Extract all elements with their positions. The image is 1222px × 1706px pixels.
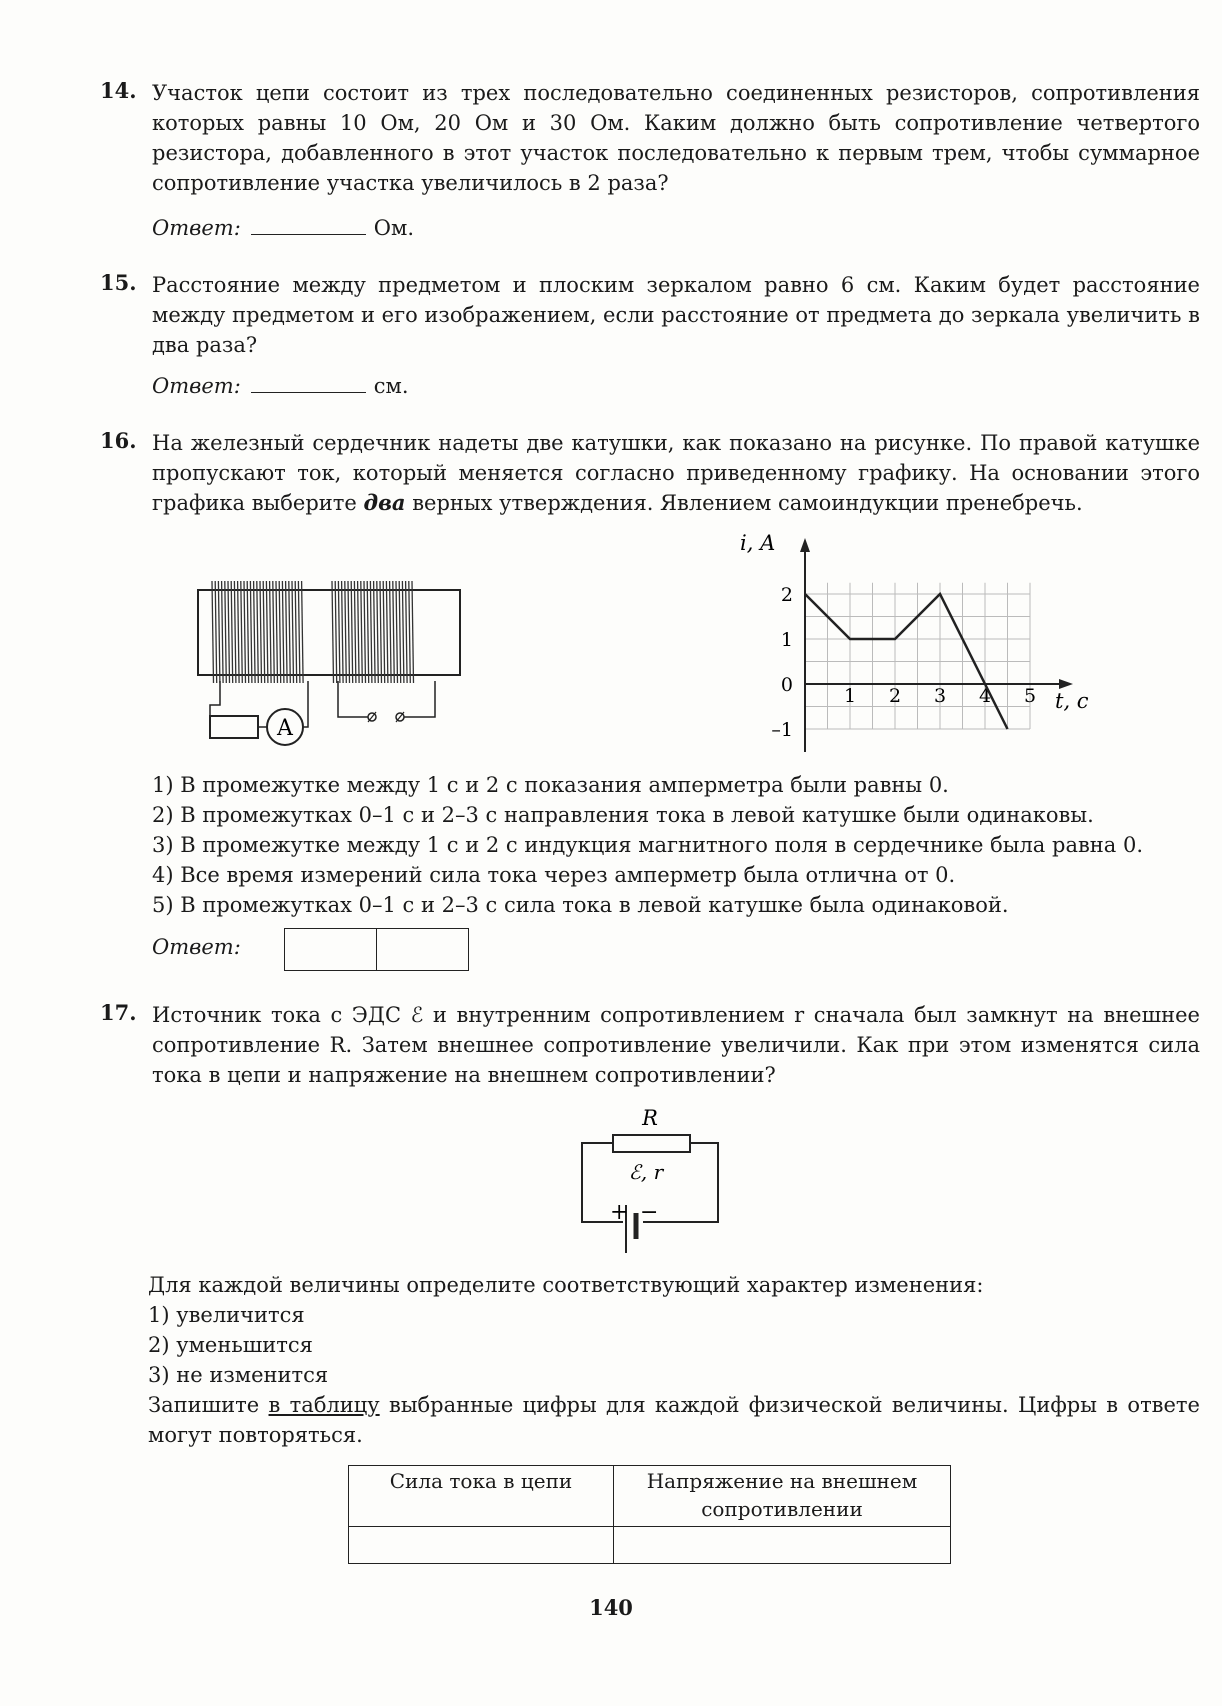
coil-turn xyxy=(332,581,334,683)
coil-turn xyxy=(247,581,249,683)
coil-turn xyxy=(351,581,353,683)
question-15 xyxy=(100,270,1200,360)
right-coil-wire xyxy=(338,681,368,717)
coil-turn xyxy=(377,581,379,683)
coil-turn xyxy=(260,581,262,683)
coil-turn xyxy=(263,581,265,683)
minus-sign: − xyxy=(640,1200,659,1225)
answer-label: Ответ: xyxy=(152,374,241,398)
coil-turn xyxy=(335,581,337,683)
x-tick-label: 3 xyxy=(933,685,947,707)
option: 3) В промежутке между 1 с и 2 с индукция магнитного поля в сердечнике была равна 0. xyxy=(152,833,1144,857)
answer-box[interactable] xyxy=(284,928,377,971)
question-number: 17. xyxy=(100,1000,137,1025)
coil-turn xyxy=(282,581,284,683)
answer-14 xyxy=(152,216,414,240)
text-part: На железный сердечник надеты две катушки, как показано на рисунке. По правой катушке пропускают ток, который меняется согласно приведенному графику. На основании этого графика выберите xyxy=(152,431,1200,515)
choice: 3) не изменится xyxy=(148,1363,329,1387)
coil-turn xyxy=(286,581,288,683)
coil-turn xyxy=(292,581,294,683)
coil-turn xyxy=(266,581,268,683)
coil-turn xyxy=(409,581,411,683)
instruction: Для каждой величины определите соответствующий характер изменения: xyxy=(148,1273,984,1297)
coil-turn xyxy=(257,581,259,683)
question-16 xyxy=(100,428,1200,518)
y-tick-label: –1 xyxy=(771,719,793,741)
x-tick-label: 1 xyxy=(843,685,857,707)
coil-turn xyxy=(218,581,220,683)
coil-turn xyxy=(386,581,388,683)
question-number: 15. xyxy=(100,270,137,295)
answer-boxes xyxy=(284,928,469,971)
ammeter-label: A xyxy=(277,716,293,741)
option: 2) В промежутках 0–1 с и 2–3 с направления тока в левой катушке были одинаковы. xyxy=(152,803,1094,827)
coil-turn xyxy=(399,581,401,683)
x-tick-label: 2 xyxy=(888,685,902,707)
choice: 2) уменьшится xyxy=(148,1333,313,1357)
text-part: выбранные цифры для каждой физической величины. Цифры в ответе могут повторяться. xyxy=(148,1393,1200,1447)
coil-turn xyxy=(374,581,376,683)
right-coil-wire xyxy=(404,681,435,717)
y-tick-label: 0 xyxy=(780,674,793,696)
left-coil xyxy=(212,581,303,683)
answer-16 xyxy=(152,935,241,959)
options-list xyxy=(152,770,1143,920)
option: 4) Все время измерений сила тока через амперметр была отлична от 0. xyxy=(152,863,956,887)
x-axis-label: t, c xyxy=(1055,689,1089,713)
coil-turn xyxy=(342,581,344,683)
answer-unit: Ом. xyxy=(373,216,415,240)
question-text: Участок цепи состоит из трех последовательно соединенных резисторов, сопротивления которых равны 10 Ом, 20 Ом и 30 Ом. Каким должно быть сопротивление четвертого резистора, добавленного в этот участок последовательно к первым трем, чтобы суммарное сопротивление участка увеличилось в 2 раза? xyxy=(152,81,1200,195)
coil-turn xyxy=(358,581,360,683)
coil-turn xyxy=(212,581,214,683)
option: 1) В промежутке между 1 с и 2 с показания амперметра были равны 0. xyxy=(152,773,949,797)
answer-unit: см. xyxy=(373,374,409,398)
coil-turn xyxy=(298,581,300,683)
x-axis-arrow xyxy=(1059,679,1073,689)
y-axis-arrow xyxy=(800,538,810,552)
table-header-current: Сила тока в цепи xyxy=(349,1466,614,1527)
coil-turn xyxy=(279,581,281,683)
underlined-text: в таблицу xyxy=(268,1393,380,1417)
coil-turn xyxy=(289,581,291,683)
plus-sign: + xyxy=(610,1200,629,1225)
coil-turn xyxy=(254,581,256,683)
coil-turn xyxy=(302,581,304,683)
coil-turn xyxy=(234,581,236,683)
coil-turn xyxy=(370,581,372,683)
answer-table xyxy=(348,1465,951,1564)
coil-turn xyxy=(295,581,297,683)
question-text: Расстояние между предметом и плоским зеркалом равно 6 см. Каким будет расстояние между предметом и его изображением, если расстояние от предмета до зеркала увеличить в два раза? xyxy=(152,273,1200,357)
coil-turn xyxy=(364,581,366,683)
x-tick-label: 4 xyxy=(978,685,992,707)
table-header-voltage: Напряжение на внешнем сопротивлении xyxy=(614,1466,951,1527)
coil-turn xyxy=(215,581,217,683)
right-coil xyxy=(332,581,414,683)
table-cell-answer[interactable] xyxy=(349,1527,614,1564)
coil-turn xyxy=(241,581,243,683)
coil-turn xyxy=(390,581,392,683)
coil-turn xyxy=(393,581,395,683)
question-text: Источник тока с ЭДС ℰ и внутренним сопротивлением r сначала был замкнут на внешнее сопротивление R. Затем внешнее сопротивление увеличили. Как при этом изменятся сила тока в цепи и напряжение на внешнем сопротивлении? xyxy=(152,1003,1200,1087)
answer-line[interactable] xyxy=(251,374,366,393)
wire xyxy=(303,681,308,727)
coil-turn xyxy=(238,581,240,683)
y-tick-label: 1 xyxy=(780,629,793,651)
coil-turn xyxy=(380,581,382,683)
coils-figure xyxy=(190,575,490,750)
coil-turn xyxy=(250,581,252,683)
coil-turn xyxy=(270,581,272,683)
coil-turn xyxy=(345,581,347,683)
coil-turn xyxy=(348,581,350,683)
coil-turn xyxy=(402,581,404,683)
option: 5) В промежутках 0–1 с и 2–3 с сила тока в левой катушке была одинаковой. xyxy=(152,893,1009,917)
question-number: 14. xyxy=(100,78,137,103)
coil-turn xyxy=(412,581,414,683)
coil-turn xyxy=(222,581,224,683)
question-text xyxy=(152,428,1200,518)
resistor-label: R xyxy=(642,1106,658,1130)
answer-label: Ответ: xyxy=(152,216,241,240)
coil-turn xyxy=(396,581,398,683)
coil-turn xyxy=(276,581,278,683)
question-14 xyxy=(100,78,1200,198)
coil-turn xyxy=(273,581,275,683)
choice: 1) увеличится xyxy=(148,1303,305,1327)
coil-turn xyxy=(367,581,369,683)
coil-turn xyxy=(354,581,356,683)
answer-15 xyxy=(152,374,409,398)
coil-turn xyxy=(383,581,385,683)
circuit-diagram xyxy=(570,1105,730,1255)
emphasized-word: два xyxy=(363,490,406,515)
question-number: 16. xyxy=(100,428,137,453)
current-graph xyxy=(715,530,1095,755)
page-number: 140 xyxy=(589,1595,633,1620)
coil-turn xyxy=(361,581,363,683)
coil-turn xyxy=(338,581,340,683)
answer-label: Ответ: xyxy=(152,935,241,959)
resistor xyxy=(210,716,258,738)
x-tick-label: 5 xyxy=(1023,685,1037,707)
coil-turn xyxy=(231,581,233,683)
answer-box[interactable] xyxy=(377,928,469,971)
write-instruction xyxy=(148,1390,1200,1450)
coil-turn xyxy=(406,581,408,683)
resistor-R xyxy=(613,1135,690,1152)
text-part: Запишите xyxy=(148,1393,260,1417)
answer-line[interactable] xyxy=(251,216,366,235)
y-tick-label: 2 xyxy=(780,584,793,606)
instructions-17 xyxy=(148,1270,983,1390)
source-label: ℰ, r xyxy=(628,1160,664,1184)
coil-turn xyxy=(244,581,246,683)
table-cell-answer[interactable] xyxy=(614,1527,951,1564)
y-axis-label: i, A xyxy=(740,531,776,555)
coil-turn xyxy=(225,581,227,683)
coil-turn xyxy=(228,581,230,683)
text-part: верных утверждения. Явлением самоиндукции пренебречь. xyxy=(412,491,1083,515)
question-17 xyxy=(100,1000,1200,1090)
